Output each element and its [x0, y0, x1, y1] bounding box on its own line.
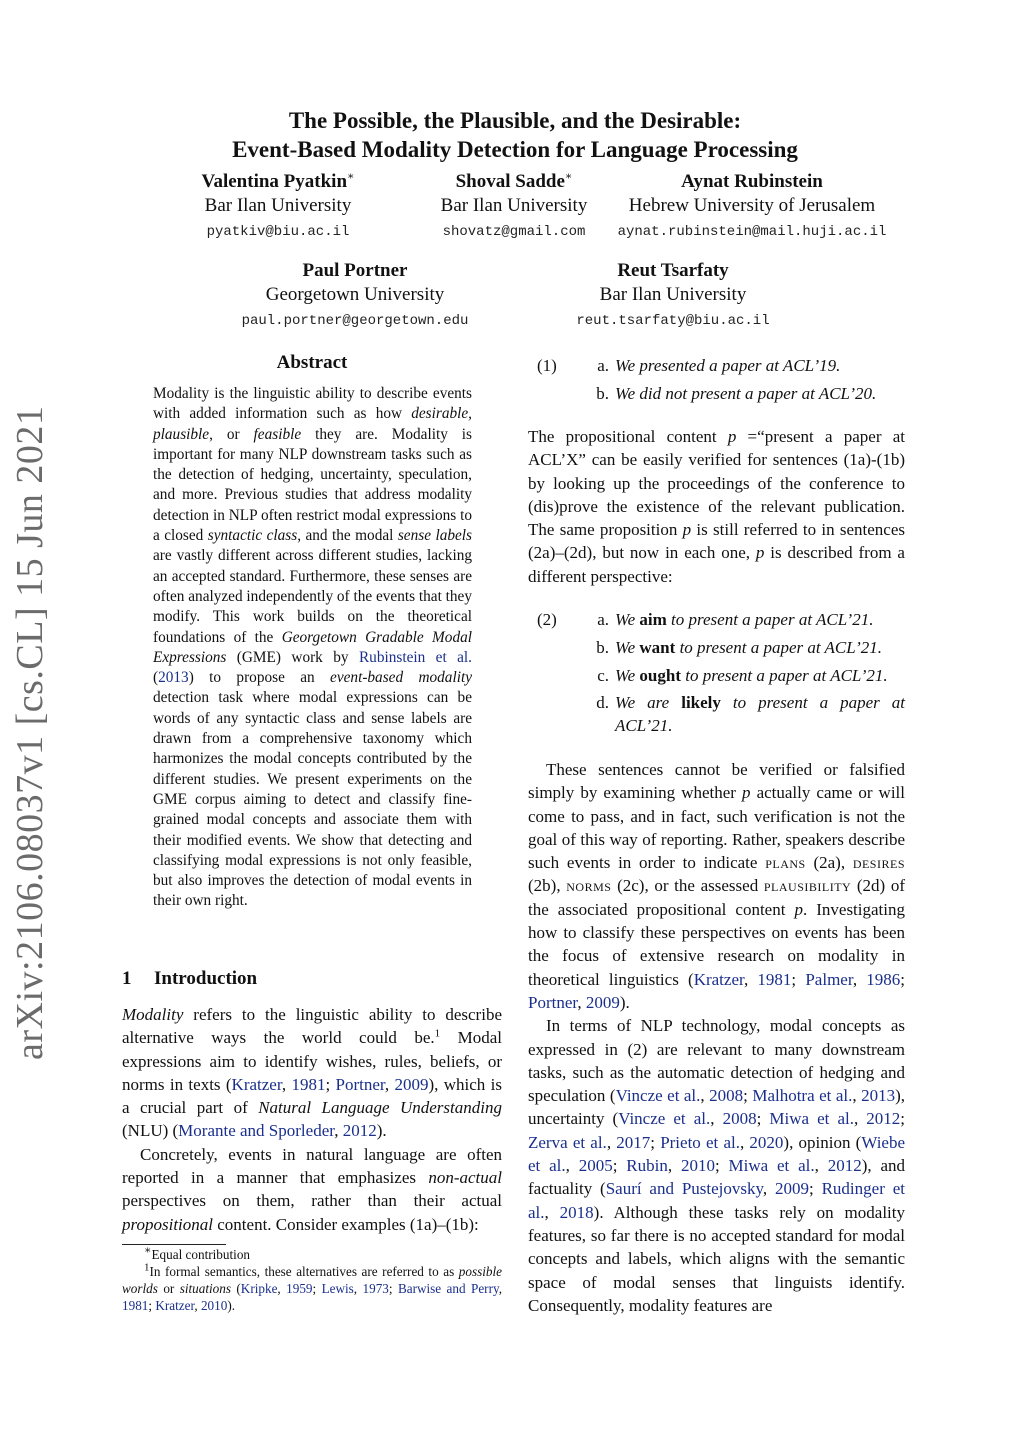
citation-link[interactable]: Palmer	[805, 969, 853, 989]
citation-link[interactable]: Malhotra et al.	[752, 1086, 853, 1106]
citation-link[interactable]: 1981	[122, 1298, 149, 1313]
citation-link[interactable]: Kratzer	[693, 969, 744, 989]
footnote-1: $^1$In formal semantics, these alternatives are referred to as possible worlds or situations (Kripke, 1959; Lewis, 1973; Barwise and Perry, 1981; Kratzer, 2010).	[122, 1261, 502, 1313]
paper-title	[100, 106, 930, 164]
paragraph: These sentences cannot be verified or falsified simply by examining whether p actually came or will come to pass, and in fact, such verification is not the goal of this way of reporting. Rather, speakers describe such events in order to indicate plans (2a), desires (2b), norms (2c), or the assessed plausibility (2d) of the associated propositional content p. Investigating how to classify these perspectives on events has been the focus of extensive research on modality in theoretical linguistics (Kratzer, 1981; Palmer, 1986; Portner, 2009).	[528, 760, 906, 1012]
example-sentence: We did not present a paper at ACL’20.	[615, 383, 877, 403]
abstract-heading: Abstract	[276, 352, 348, 373]
citation-link[interactable]: 1986	[866, 969, 901, 989]
citation-link[interactable]: Kratzer	[231, 1074, 282, 1094]
citation-link[interactable]: Miwa et al.	[728, 1156, 815, 1176]
citation-link[interactable]: 2012	[827, 1156, 862, 1176]
equal-contribution-mark: ∗	[347, 170, 355, 183]
citation-link[interactable]: Vincze et al.	[615, 1086, 701, 1106]
title-line-1: The Possible, the Plausible, and the Desirable:	[288, 108, 742, 133]
author-block	[205, 259, 505, 333]
citation-link[interactable]: 2009	[775, 1179, 810, 1199]
citation-link[interactable]: 2017	[616, 1132, 651, 1152]
citation-link[interactable]: 2013	[158, 669, 189, 687]
citation-link[interactable]: 2005	[578, 1156, 613, 1176]
citation-link[interactable]: Wiebe et al.	[528, 1132, 906, 1176]
citation-link[interactable]: 2009	[585, 992, 620, 1012]
citation-link[interactable]: 1959	[286, 1281, 313, 1296]
author-affiliation: Bar Ilan University	[599, 284, 747, 305]
citation-link[interactable]: 2008	[722, 1109, 757, 1129]
citation-link[interactable]: 2010	[200, 1298, 228, 1313]
author-name: Reut Tsarfaty	[617, 260, 729, 281]
citation-link[interactable]: 1981	[757, 969, 792, 989]
arxiv-identifier: arXiv:2106.08037v1 [cs.CL] 15 Jun 2021	[9, 405, 51, 1060]
citation-link[interactable]: Barwise and Perry	[397, 1281, 499, 1296]
example-sentence: We ought to present a paper at ACL’21.	[615, 665, 888, 685]
paragraph: Concretely, events in natural language are often reported in a manner that emphasizes non-actual perspectives on them, rather than their actual propositional content. Consider examples (1a)–(1b):	[122, 1144, 502, 1234]
example-sentence: We want to present a paper at ACL’21.	[615, 637, 882, 657]
author-affiliation: Bar Ilan University	[204, 195, 352, 216]
citation-link[interactable]: Portner	[335, 1074, 385, 1094]
citation-link[interactable]: Vincze et al.	[618, 1109, 711, 1129]
footnote-marker[interactable]: 1	[434, 1027, 441, 1040]
citation-link[interactable]: 2008	[709, 1086, 744, 1106]
citation-link[interactable]: Morante and Sporleder	[178, 1121, 335, 1141]
author-email[interactable]: reut.tsarfaty@biu.ac.il	[576, 313, 770, 329]
author-email[interactable]: pyatkiv@biu.ac.il	[206, 224, 350, 240]
citation-link[interactable]: Rubin	[626, 1156, 668, 1176]
section-heading-introduction: 1 Introduction	[122, 968, 258, 989]
citation-link[interactable]: Kratzer	[155, 1298, 195, 1313]
author-name: Aynat Rubinstein	[681, 171, 823, 192]
citation-link[interactable]: Miwa et al.	[769, 1109, 854, 1129]
author-affiliation: Hebrew University of Jerusalem	[628, 195, 876, 216]
citation-link[interactable]: Kripke	[240, 1281, 278, 1296]
citation-link[interactable]: 2009	[394, 1074, 429, 1094]
author-block	[523, 259, 823, 333]
citation-link[interactable]: 2010	[680, 1156, 715, 1176]
author-name: Paul Portner	[302, 260, 408, 281]
footnote-rule	[122, 1244, 226, 1245]
citation-link[interactable]: Lewis	[321, 1281, 354, 1296]
example-sentence: We presented a paper at ACL’19.	[615, 356, 841, 375]
author-email[interactable]: aynat.rubinstein@mail.huji.ac.il	[617, 224, 887, 240]
paragraph-propositional: The propositional content p =“present a paper at ACL’X” can be easily verified for sentences (1a)-(1b) by looking up the proceedings of the conference to (dis)prove the existence of the relevant publication. The same proposition p is still referred to in sentences (2a)–(2d), but now in each one, p is described from a different perspective:	[528, 427, 905, 586]
paragraph: Modality refers to the linguistic ability to describe alternative ways the world could be.$^1$ Modal expressions aim to identify wishes, rules, beliefs, or norms in texts (Kratzer, 1981; Portner, 2009), which is a crucial part of Natural Language Understanding (NLU) (Morante and Sporleder, 2012).	[122, 1005, 502, 1141]
citation-link[interactable]: 2012	[342, 1121, 377, 1141]
citation-link[interactable]: 2020	[749, 1132, 784, 1152]
equal-contribution-mark: ∗	[564, 170, 573, 183]
author-name: Shoval Sadde	[455, 171, 565, 192]
example-2: (2) a. We aim to present a paper at ACL’21. b. We want to present a paper at ACL’21. c. We ought to present a paper at ACL’21. d. We are likely to present a paper at ACL’21.	[528, 608, 905, 742]
intro-right-column	[528, 758, 905, 1317]
footnotes	[122, 1246, 502, 1314]
abstract-body: Modality is the linguistic ability to describe events with added information such as how desirable, plausible, or feasible they are. Modality is important for many NLP downstream tasks such as the detection of hedging, uncertainty, speculation, and more. Previous studies that address modality detection in NLP often restrict modal expressions to a closed syntactic class, and the modal sense labels are vastly different across different studies, lacking an accepted standard. Furthermore, these senses are often analyzed independently of the events that they modify. This work builds on the theoretical foundations of the Georgetown Gradable Modal Expressions (GME) work by Rubinstein et al. (2013) to propose an event-based modality detection task where modal expressions can be words of any syntactic class and sense labels are drawn from a comprehensive taxonomy which harmonizes the modal concepts contributed by the different studies. We present experiments on the GME corpus aiming to detect and classify fine-grained modal concepts and associate them with their modified events. We show that detecting and classifying modal expressions is not only feasible, but also improves the detection of modal events in their own right.	[153, 385, 473, 910]
citation-link[interactable]: Rubinstein et al.	[358, 648, 472, 666]
title-line-2: Event-Based Modality Detection for Language Processing	[232, 137, 798, 162]
author-block	[600, 170, 904, 244]
citation-link[interactable]: 2013	[861, 1086, 896, 1106]
citation-link[interactable]: 2012	[866, 1109, 901, 1129]
footnote-equal-contribution: ∗Equal contribution	[144, 1244, 251, 1262]
intro-left-column	[122, 1003, 502, 1236]
paragraph: In terms of NLP technology, modal concepts as expressed in (2) are relevant to many downstream tasks, such as the automatic detection of hedging and speculation (Vincze et al., 2008; Malhotra et al., 2013), uncertainty (Vincze et al., 2008; Miwa et al., 2012; Zerva et al., 2017; Prieto et al., 2020), opinion (Wiebe et al., 2005; Rubin, 2010; Miwa et al., 2012), and factuality (Saurí and Pustejovsky, 2009; Rudinger et al., 2018). Although these tasks rely on modality features, so far there is no accepted standard for modal concepts and labels, which aligns with the semantic space of modal senses that linguists identify. Consequently, modality features are	[528, 1016, 906, 1315]
example-number: (1)	[537, 356, 557, 375]
author-affiliation: Bar Ilan University	[440, 195, 588, 216]
citation-link[interactable]: Saurí and Pustejovsky	[605, 1179, 763, 1199]
example-1: (1) a. We presented a paper at ACL’19. b. We did not present a paper at ACL’20.	[528, 354, 905, 410]
author-name: Valentina Pyatkin	[201, 171, 348, 192]
citation-link[interactable]: Rudinger et al.	[528, 1179, 905, 1222]
citation-link[interactable]: Prieto et al.	[660, 1132, 740, 1152]
citation-link[interactable]: 1981	[291, 1074, 326, 1094]
example-sentence: We aim to present a paper at ACL’21.	[615, 610, 874, 629]
citation-link[interactable]: Portner	[528, 992, 578, 1012]
author-email[interactable]: paul.portner@georgetown.edu	[241, 313, 469, 329]
citation-link[interactable]: Zerva et al.	[528, 1132, 607, 1152]
citation-link[interactable]: 1973	[362, 1281, 389, 1296]
example-sentence: We are likely to present a paper at ACL’21.	[615, 693, 905, 736]
author-email[interactable]: shovatz@gmail.com	[442, 224, 586, 240]
citation-link[interactable]: 2018	[559, 1202, 594, 1222]
author-affiliation: Georgetown University	[265, 284, 445, 305]
example-number: (2)	[537, 610, 557, 629]
